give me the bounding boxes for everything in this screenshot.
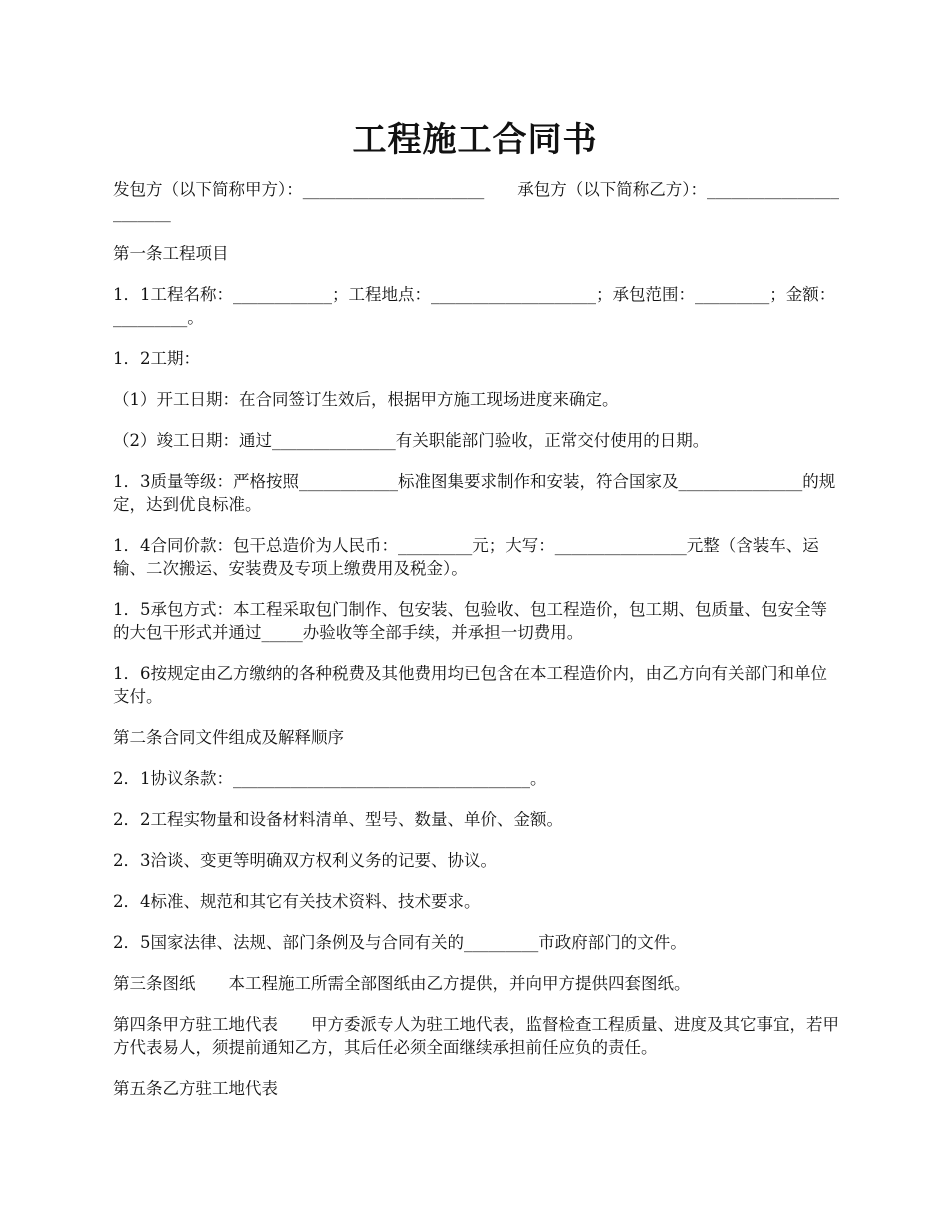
article-5-heading: 第五条乙方驻工地代表 <box>113 1079 278 1098</box>
article-2-heading: 第二条合同文件组成及解释顺序 <box>113 728 344 747</box>
parties-line: 发包方（以下简称甲方）：______________________ 承包方（以下简称乙方）：_______________________ <box>113 180 839 222</box>
clause-1-5: 1．5承包方式：本工程采取包门制作、包安装、包验收、包工程造价，包工期、包质量、包安全等的大包干形式并通过_____办验收等全部手续，并承担一切费用。 <box>113 600 827 642</box>
clause-1-2-finish: （2）竣工日期：通过_______________有关职能部门验收，正常交付使用的日期。 <box>113 431 710 450</box>
clause-2-5: 2．5国家法律、法规、部门条例及与合同有关的_________市政府部门的文件。 <box>113 933 687 952</box>
article-3: 第三条图纸 本工程施工所需全部图纸由乙方提供，并向甲方提供四套图纸。 <box>113 974 691 993</box>
clause-2-4: 2．4标准、规范和其它有关技术资料、技术要求。 <box>113 892 481 911</box>
article-4: 第四条甲方驻工地代表 甲方委派专人为驻工地代表，监督检查工程质量、进度及其它事宜，若甲方代表易人，须提前通知乙方，其后任必须全面继续承担前任应负的责任。 <box>113 1015 839 1057</box>
clause-2-1: 2．1协议条款：____________________________________。 <box>113 769 547 788</box>
clause-1-2-start: （1）开工日期：在合同签订生效后，根据甲方施工现场进度来确定。 <box>113 390 619 409</box>
document-title: 工程施工合同书 <box>352 120 598 160</box>
clause-1-6: 1．6按规定由乙方缴纳的各种税费及其他费用均已包含在本工程造价内，由乙方向有关部门和单位支付。 <box>113 664 827 706</box>
clause-2-2: 2．2工程实物量和设备材料清单、型号、数量、单价、金额。 <box>113 810 563 829</box>
article-1-heading: 第一条工程项目 <box>113 244 229 263</box>
clause-2-3: 2．3洽谈、变更等明确双方权利义务的记要、协议。 <box>113 851 497 870</box>
clause-1-1: 1．1工程名称：____________；工程地点：____________________；承包范围：_________；金额：_________。 <box>113 285 836 327</box>
clause-1-3: 1．3质量等级：严格按照____________标准图集要求制作和安装，符合国家及_______________的规定，达到优良标准。 <box>113 472 836 514</box>
clause-1-4: 1．4合同价款：包干总造价为人民币：_________元；大写：________________元整（含装车、运输、二次搬运、安装费及专项上缴费用及税金）。 <box>113 536 819 578</box>
clause-1-2: 1．2工期： <box>113 349 200 368</box>
document-body <box>113 178 841 1118</box>
